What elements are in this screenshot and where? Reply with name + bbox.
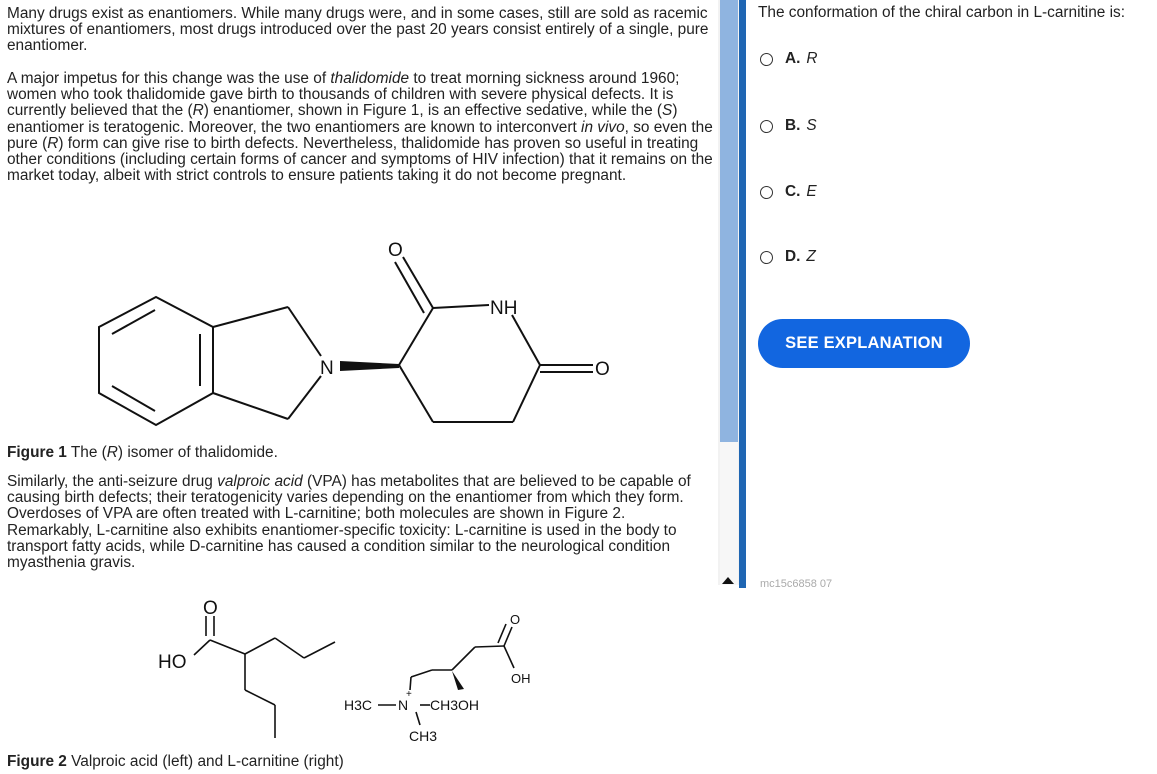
answer-choice-c[interactable] bbox=[760, 182, 817, 202]
pane-divider[interactable] bbox=[739, 0, 746, 588]
passage-paragraph-2: A major impetus for this change was the use of thalidomide to treat morning sickness around 1960; women who took thalidomide gave birth to thousands of children with severe physical defects. It is currently believed that the (R) enantiomer, shown in Figure 1, is an effective sedative, while the (S) enantiomer is teratogenic. Moreover, the two enantiomers are known to interconvert in vivo, so even the pure (R) form can give rise to birth defects. Nevertheless, thalidomide has proven so useful in treating other conditions (including certain forms of cancer and symptoms of HIV infection) that it remains on the market today, albeit with strict controls to ensure patients taking it do not become pregnant. bbox=[7, 70, 713, 185]
carnitine-charge-label: + bbox=[406, 689, 412, 700]
passage-paragraph-3: Similarly, the anti-seizure drug valproic acid (VPA) has metabolites that are believed to be capable of causing birth defects; their teratogenicity varies depending on the enantiomer from which they form. Overdoses of VPA are often treated with L-carnitine; both molecules are shown in Figure 2. Remarkably, L-carnitine also exhibits enantiomer-specific toxicity: L-carnitine is used in the body to transport fatty acids, while D-carnitine has caused a condition similar to the neurological condition myasthenia gravis. bbox=[7, 473, 691, 572]
valproic-ho-label: HO bbox=[158, 652, 187, 673]
carnitine-ch3oh-label: CH3OH bbox=[430, 697, 480, 713]
choice-value: E bbox=[806, 183, 817, 200]
passage-paragraph-1: Many drugs exist as enantiomers. While many drugs were, and in some cases, still are sold as racemic mixtures of enantiomers, most drugs introduced over the past 20 years consist entirely of a single, pure enantiomer. bbox=[7, 5, 709, 55]
choice-value: S bbox=[806, 117, 817, 134]
choice-letter: B. bbox=[785, 117, 801, 134]
radio-button-icon[interactable] bbox=[760, 53, 773, 66]
choice-letter: D. bbox=[785, 248, 801, 265]
radio-button-icon[interactable] bbox=[760, 251, 773, 264]
nh-label: NH bbox=[490, 298, 518, 319]
passage-scrollbar-thumb[interactable] bbox=[720, 0, 738, 442]
carnitine-ch3-label: CH3 bbox=[409, 728, 438, 744]
see-explanation-button[interactable]: SEE EXPLANATION bbox=[758, 319, 970, 368]
thalidomide-structure bbox=[0, 230, 718, 440]
choice-letter: A. bbox=[785, 50, 801, 67]
valproic-carnitine-structures bbox=[0, 590, 718, 750]
question-stem: The conformation of the chiral carbon in L-carnitine is: bbox=[758, 4, 1125, 21]
radio-button-icon[interactable] bbox=[760, 186, 773, 199]
choice-letter: C. bbox=[785, 183, 801, 200]
radio-button-icon[interactable] bbox=[760, 120, 773, 133]
oxygen-label-top: O bbox=[388, 240, 403, 261]
choice-value: Z bbox=[806, 248, 816, 265]
question-id: mc15c6858 07 bbox=[760, 578, 833, 587]
nitrogen-label: N bbox=[320, 358, 334, 379]
carnitine-o-label: O bbox=[510, 612, 521, 627]
scroll-up-arrow-icon[interactable] bbox=[722, 577, 734, 584]
answer-choice-d[interactable] bbox=[760, 247, 816, 267]
carnitine-h3c-label: H3C bbox=[344, 697, 373, 713]
carnitine-oh-label: OH bbox=[511, 671, 531, 686]
answer-choice-a[interactable] bbox=[760, 49, 818, 69]
choice-value: R bbox=[806, 50, 818, 67]
answer-choice-b[interactable] bbox=[760, 116, 817, 136]
oxygen-label-right: O bbox=[595, 359, 610, 380]
valproic-o-label: O bbox=[203, 598, 218, 619]
passage-scrollbar-lower[interactable] bbox=[720, 442, 738, 585]
figure-1-caption: Figure 1 The (R) isomer of thalidomide. bbox=[7, 444, 278, 461]
figure-2-caption: Figure 2 Valproic acid (left) and L-carnitine (right) bbox=[7, 753, 344, 770]
carnitine-n-label: N bbox=[398, 697, 409, 713]
